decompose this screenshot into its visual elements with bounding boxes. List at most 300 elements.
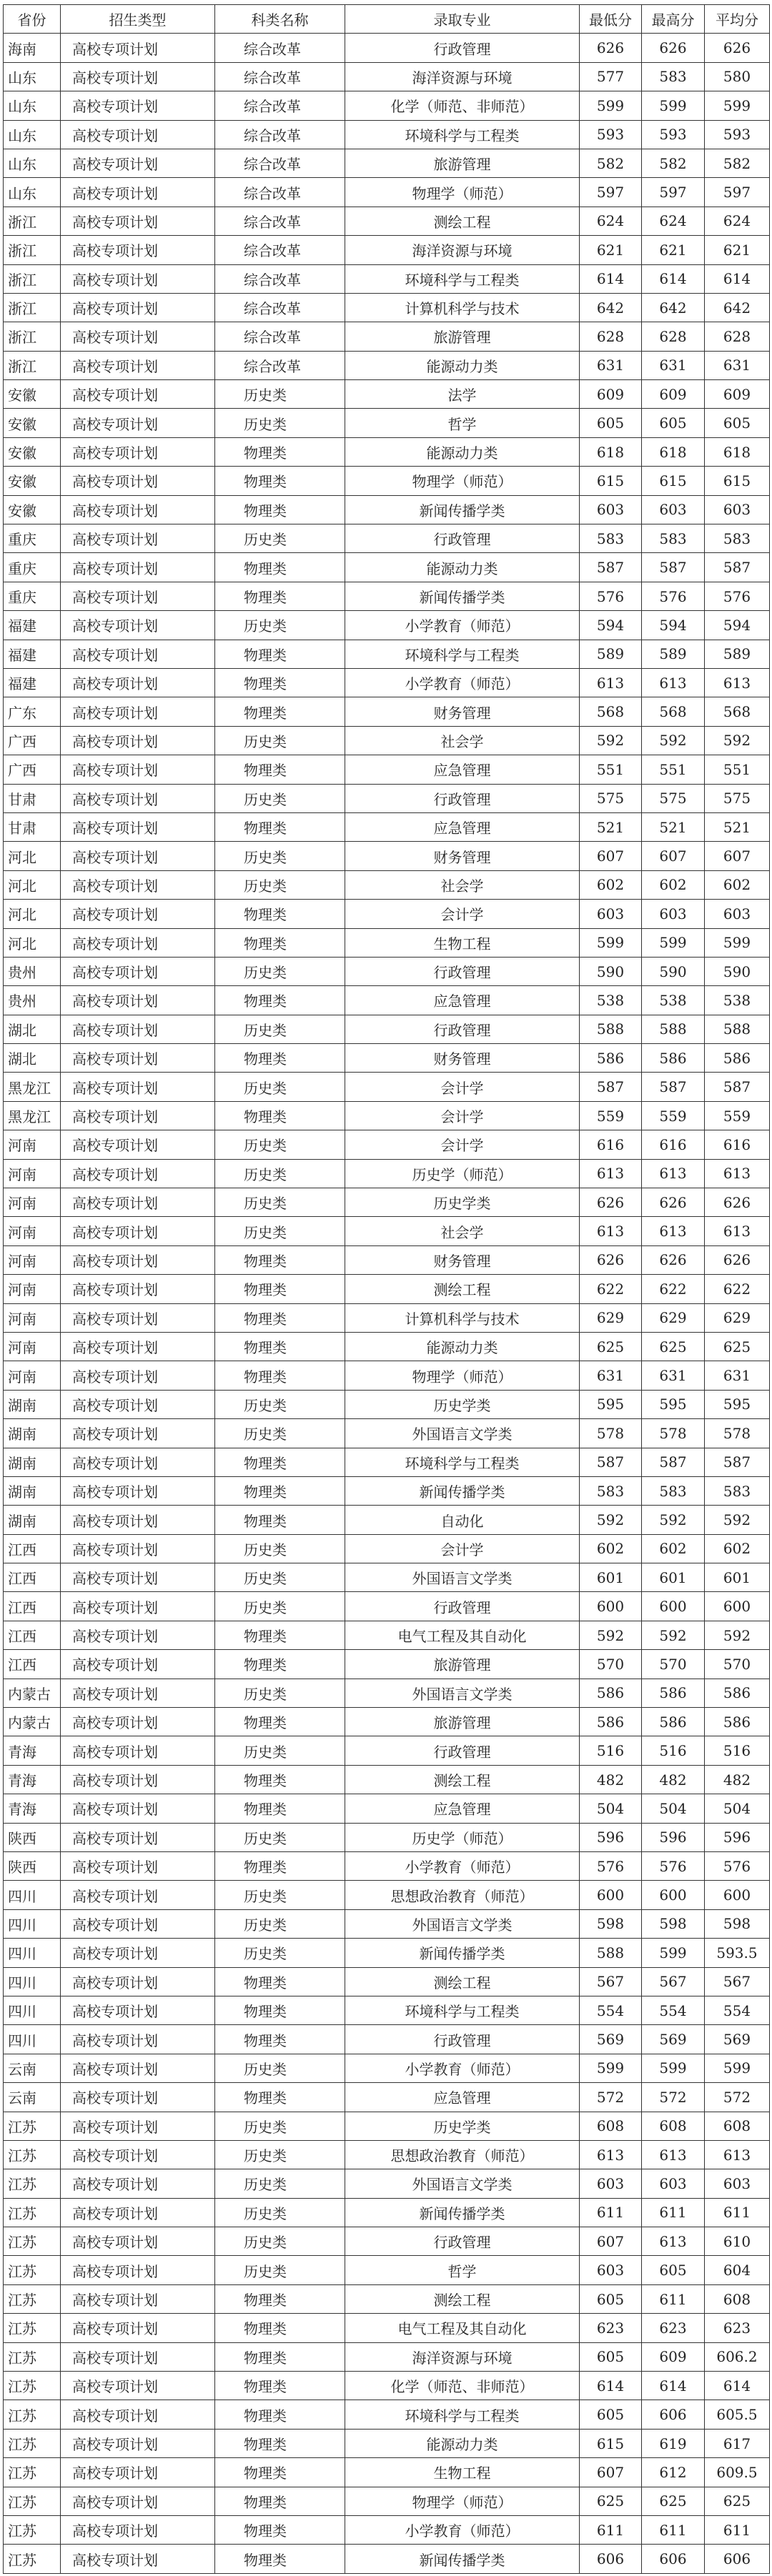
cell-major: 社会学 bbox=[345, 1217, 580, 1245]
cell-province: 四川 bbox=[4, 1881, 61, 1909]
cell-subject-category: 综合改革 bbox=[215, 34, 345, 62]
table-row bbox=[4, 1794, 770, 1823]
cell-subject-category: 物理类 bbox=[215, 2400, 345, 2429]
table-row bbox=[4, 1015, 770, 1043]
cell-subject-category: 综合改革 bbox=[215, 293, 345, 322]
cell-major: 测绘工程 bbox=[345, 1275, 580, 1303]
cell-avg-score: 618 bbox=[705, 437, 770, 466]
cell-avg-score: 596 bbox=[705, 1823, 770, 1851]
cell-avg-score: 593.5 bbox=[705, 1939, 770, 1967]
cell-min-score: 618 bbox=[580, 437, 642, 466]
cell-min-score: 521 bbox=[580, 812, 642, 841]
cell-max-score: 592 bbox=[642, 1621, 705, 1649]
cell-min-score: 572 bbox=[580, 2083, 642, 2112]
cell-major: 海洋资源与环境 bbox=[345, 62, 580, 91]
table-row bbox=[4, 755, 770, 784]
cell-province: 江西 bbox=[4, 1534, 61, 1563]
cell-province: 河南 bbox=[4, 1217, 61, 1245]
table-row bbox=[4, 149, 770, 177]
cell-max-score: 599 bbox=[642, 2054, 705, 2082]
cell-province: 浙江 bbox=[4, 207, 61, 235]
cell-avg-score: 631 bbox=[705, 1361, 770, 1390]
cell-subject-category: 综合改革 bbox=[215, 207, 345, 235]
table-row bbox=[4, 2314, 770, 2342]
table-row bbox=[4, 640, 770, 668]
cell-max-score: 600 bbox=[642, 1881, 705, 1909]
cell-max-score: 586 bbox=[642, 1044, 705, 1073]
table-row bbox=[4, 293, 770, 322]
cell-avg-score: 609.5 bbox=[705, 2458, 770, 2487]
cell-subject-category: 历史类 bbox=[215, 1217, 345, 1245]
cell-subject-category: 物理类 bbox=[215, 1650, 345, 1679]
cell-province: 江西 bbox=[4, 1592, 61, 1621]
cell-province: 湖南 bbox=[4, 1448, 61, 1476]
cell-min-score: 600 bbox=[580, 1592, 642, 1621]
cell-max-score: 590 bbox=[642, 957, 705, 985]
cell-max-score: 586 bbox=[642, 1708, 705, 1736]
cell-province: 浙江 bbox=[4, 264, 61, 293]
cell-admission-type: 高校专项计划 bbox=[61, 1765, 215, 1794]
cell-admission-type: 高校专项计划 bbox=[61, 668, 215, 697]
cell-subject-category: 物理类 bbox=[215, 553, 345, 582]
cell-province: 内蒙古 bbox=[4, 1708, 61, 1736]
table-row bbox=[4, 812, 770, 841]
cell-admission-type: 高校专项计划 bbox=[61, 2284, 215, 2313]
cell-max-score: 587 bbox=[642, 553, 705, 582]
table-header-row bbox=[4, 5, 770, 34]
cell-max-score: 611 bbox=[642, 2284, 705, 2313]
cell-major: 能源动力类 bbox=[345, 437, 580, 466]
cell-max-score: 606 bbox=[642, 2545, 705, 2573]
cell-min-score: 621 bbox=[580, 236, 642, 264]
cell-max-score: 614 bbox=[642, 264, 705, 293]
cell-min-score: 569 bbox=[580, 2025, 642, 2054]
cell-min-score: 592 bbox=[580, 1506, 642, 1534]
cell-province: 山东 bbox=[4, 149, 61, 177]
cell-min-score: 601 bbox=[580, 1563, 642, 1592]
table-row bbox=[4, 1245, 770, 1274]
cell-avg-score: 613 bbox=[705, 1217, 770, 1245]
cell-subject-category: 综合改革 bbox=[215, 236, 345, 264]
cell-max-score: 626 bbox=[642, 1188, 705, 1217]
cell-province: 江苏 bbox=[4, 2545, 61, 2573]
cell-admission-type: 高校专项计划 bbox=[61, 380, 215, 409]
table-row bbox=[4, 2545, 770, 2573]
cell-min-score: 603 bbox=[580, 495, 642, 524]
table-row bbox=[4, 2198, 770, 2227]
cell-avg-score: 597 bbox=[705, 178, 770, 207]
cell-max-score: 605 bbox=[642, 2256, 705, 2284]
table-row bbox=[4, 1592, 770, 1621]
cell-province: 浙江 bbox=[4, 322, 61, 351]
cell-subject-category: 历史类 bbox=[215, 524, 345, 553]
cell-major: 会计学 bbox=[345, 900, 580, 928]
cell-admission-type: 高校专项计划 bbox=[61, 1939, 215, 1967]
cell-admission-type: 高校专项计划 bbox=[61, 236, 215, 264]
cell-subject-category: 历史类 bbox=[215, 784, 345, 812]
cell-province: 山东 bbox=[4, 120, 61, 149]
cell-major: 小学教育（师范） bbox=[345, 668, 580, 697]
cell-major: 思想政治教育（师范） bbox=[345, 1881, 580, 1909]
cell-avg-score: 617 bbox=[705, 2429, 770, 2457]
cell-province: 河南 bbox=[4, 1130, 61, 1159]
cell-admission-type: 高校专项计划 bbox=[61, 1044, 215, 1073]
cell-major: 小学教育（师范） bbox=[345, 611, 580, 640]
cell-min-score: 586 bbox=[580, 1044, 642, 1073]
cell-min-score: 613 bbox=[580, 1159, 642, 1188]
cell-major: 物理学（师范） bbox=[345, 178, 580, 207]
cell-major: 历史学类 bbox=[345, 2112, 580, 2140]
cell-subject-category: 物理类 bbox=[215, 2372, 345, 2400]
cell-min-score: 482 bbox=[580, 1765, 642, 1794]
table-row bbox=[4, 264, 770, 293]
cell-max-score: 592 bbox=[642, 1506, 705, 1534]
cell-avg-score: 592 bbox=[705, 1621, 770, 1649]
cell-avg-score: 621 bbox=[705, 236, 770, 264]
cell-min-score: 578 bbox=[580, 1419, 642, 1448]
cell-max-score: 587 bbox=[642, 1073, 705, 1101]
cell-province: 江苏 bbox=[4, 2169, 61, 2198]
cell-province: 河北 bbox=[4, 928, 61, 957]
cell-province: 江苏 bbox=[4, 2284, 61, 2313]
cell-max-score: 613 bbox=[642, 1217, 705, 1245]
table-row bbox=[4, 1852, 770, 1881]
cell-max-score: 609 bbox=[642, 380, 705, 409]
cell-avg-score: 572 bbox=[705, 2083, 770, 2112]
cell-max-score: 603 bbox=[642, 495, 705, 524]
table-row bbox=[4, 1390, 770, 1418]
cell-max-score: 583 bbox=[642, 1476, 705, 1505]
cell-province: 江苏 bbox=[4, 2400, 61, 2429]
cell-min-score: 516 bbox=[580, 1736, 642, 1765]
cell-major: 外国语言文学类 bbox=[345, 1679, 580, 1707]
cell-min-score: 597 bbox=[580, 178, 642, 207]
cell-major: 哲学 bbox=[345, 2256, 580, 2284]
cell-avg-score: 603 bbox=[705, 900, 770, 928]
cell-max-score: 618 bbox=[642, 437, 705, 466]
cell-subject-category: 物理类 bbox=[215, 2458, 345, 2487]
cell-min-score: 623 bbox=[580, 2314, 642, 2342]
cell-province: 江西 bbox=[4, 1650, 61, 1679]
cell-max-score: 612 bbox=[642, 2458, 705, 2487]
cell-province: 湖南 bbox=[4, 1390, 61, 1418]
admission-score-table bbox=[3, 4, 770, 2574]
cell-admission-type: 高校专项计划 bbox=[61, 2054, 215, 2082]
cell-admission-type: 高校专项计划 bbox=[61, 1015, 215, 1043]
cell-admission-type: 高校专项计划 bbox=[61, 62, 215, 91]
cell-subject-category: 综合改革 bbox=[215, 91, 345, 120]
cell-major: 电气工程及其自动化 bbox=[345, 2314, 580, 2342]
cell-admission-type: 高校专项计划 bbox=[61, 149, 215, 177]
cell-avg-score: 583 bbox=[705, 524, 770, 553]
cell-min-score: 589 bbox=[580, 640, 642, 668]
cell-province: 湖北 bbox=[4, 1044, 61, 1073]
cell-major: 物理学（师范） bbox=[345, 2487, 580, 2515]
cell-subject-category: 物理类 bbox=[215, 1101, 345, 1130]
table-row bbox=[4, 437, 770, 466]
cell-major: 应急管理 bbox=[345, 2083, 580, 2112]
cell-province: 四川 bbox=[4, 2025, 61, 2054]
table-row bbox=[4, 1044, 770, 1073]
cell-avg-score: 504 bbox=[705, 1794, 770, 1823]
cell-min-score: 615 bbox=[580, 467, 642, 495]
cell-subject-category: 历史类 bbox=[215, 957, 345, 985]
cell-max-score: 608 bbox=[642, 2112, 705, 2140]
table-row bbox=[4, 697, 770, 726]
cell-major: 历史学类 bbox=[345, 1390, 580, 1418]
cell-min-score: 594 bbox=[580, 611, 642, 640]
cell-avg-score: 599 bbox=[705, 928, 770, 957]
cell-max-score: 599 bbox=[642, 928, 705, 957]
cell-major: 行政管理 bbox=[345, 2025, 580, 2054]
cell-avg-score: 599 bbox=[705, 91, 770, 120]
cell-subject-category: 物理类 bbox=[215, 640, 345, 668]
cell-subject-category: 历史类 bbox=[215, 842, 345, 870]
cell-max-score: 583 bbox=[642, 524, 705, 553]
table-row bbox=[4, 957, 770, 985]
cell-avg-score: 605 bbox=[705, 409, 770, 437]
table-row bbox=[4, 62, 770, 91]
cell-avg-score: 613 bbox=[705, 1159, 770, 1188]
cell-major: 历史学（师范） bbox=[345, 1159, 580, 1188]
cell-major: 社会学 bbox=[345, 726, 580, 755]
cell-subject-category: 历史类 bbox=[215, 1939, 345, 1967]
cell-avg-score: 615 bbox=[705, 467, 770, 495]
cell-min-score: 587 bbox=[580, 1448, 642, 1476]
cell-province: 安徽 bbox=[4, 380, 61, 409]
header-subject-category: 科类名称 bbox=[215, 5, 345, 34]
cell-subject-category: 物理类 bbox=[215, 2487, 345, 2515]
table-row bbox=[4, 1159, 770, 1188]
cell-province: 江苏 bbox=[4, 2372, 61, 2400]
cell-major: 法学 bbox=[345, 380, 580, 409]
cell-avg-score: 587 bbox=[705, 553, 770, 582]
cell-admission-type: 高校专项计划 bbox=[61, 1621, 215, 1649]
cell-avg-score: 606 bbox=[705, 2545, 770, 2573]
cell-province: 福建 bbox=[4, 611, 61, 640]
cell-major: 财务管理 bbox=[345, 1245, 580, 1274]
cell-admission-type: 高校专项计划 bbox=[61, 1159, 215, 1188]
cell-min-score: 607 bbox=[580, 2227, 642, 2256]
table-row bbox=[4, 2054, 770, 2082]
cell-province: 云南 bbox=[4, 2083, 61, 2112]
cell-subject-category: 历史类 bbox=[215, 1823, 345, 1851]
cell-min-score: 629 bbox=[580, 1303, 642, 1332]
cell-province: 安徽 bbox=[4, 437, 61, 466]
cell-max-score: 614 bbox=[642, 2372, 705, 2400]
cell-province: 安徽 bbox=[4, 467, 61, 495]
table-row bbox=[4, 1130, 770, 1159]
cell-max-score: 613 bbox=[642, 668, 705, 697]
cell-max-score: 576 bbox=[642, 582, 705, 610]
cell-subject-category: 历史类 bbox=[215, 1592, 345, 1621]
cell-subject-category: 综合改革 bbox=[215, 62, 345, 91]
cell-max-score: 622 bbox=[642, 1275, 705, 1303]
cell-major: 新闻传播学类 bbox=[345, 2545, 580, 2573]
cell-admission-type: 高校专项计划 bbox=[61, 351, 215, 379]
cell-admission-type: 高校专项计划 bbox=[61, 1881, 215, 1909]
cell-major: 会计学 bbox=[345, 1534, 580, 1563]
table-row bbox=[4, 1101, 770, 1130]
cell-admission-type: 高校专项计划 bbox=[61, 1967, 215, 1996]
cell-avg-score: 594 bbox=[705, 611, 770, 640]
cell-province: 江苏 bbox=[4, 2112, 61, 2140]
cell-min-score: 614 bbox=[580, 2372, 642, 2400]
cell-admission-type: 高校专项计划 bbox=[61, 1245, 215, 1274]
cell-major: 新闻传播学类 bbox=[345, 1939, 580, 1967]
cell-admission-type: 高校专项计划 bbox=[61, 611, 215, 640]
cell-max-score: 616 bbox=[642, 1130, 705, 1159]
cell-major: 财务管理 bbox=[345, 697, 580, 726]
cell-min-score: 576 bbox=[580, 582, 642, 610]
cell-avg-score: 588 bbox=[705, 1015, 770, 1043]
cell-admission-type: 高校专项计划 bbox=[61, 900, 215, 928]
cell-subject-category: 历史类 bbox=[215, 1736, 345, 1765]
cell-admission-type: 高校专项计划 bbox=[61, 2342, 215, 2371]
cell-province: 海南 bbox=[4, 34, 61, 62]
cell-min-score: 607 bbox=[580, 2458, 642, 2487]
cell-min-score: 605 bbox=[580, 2400, 642, 2429]
cell-max-score: 603 bbox=[642, 2169, 705, 2198]
cell-max-score: 589 bbox=[642, 640, 705, 668]
cell-subject-category: 历史类 bbox=[215, 380, 345, 409]
cell-min-score: 605 bbox=[580, 2342, 642, 2371]
cell-max-score: 551 bbox=[642, 755, 705, 784]
cell-max-score: 516 bbox=[642, 1736, 705, 1765]
cell-avg-score: 602 bbox=[705, 870, 770, 899]
cell-major: 小学教育（师范） bbox=[345, 2515, 580, 2544]
cell-province: 甘肃 bbox=[4, 812, 61, 841]
cell-avg-score: 613 bbox=[705, 668, 770, 697]
cell-major: 环境科学与工程类 bbox=[345, 640, 580, 668]
cell-major: 自动化 bbox=[345, 1506, 580, 1534]
cell-max-score: 615 bbox=[642, 467, 705, 495]
table-row bbox=[4, 1188, 770, 1217]
cell-max-score: 599 bbox=[642, 1939, 705, 1967]
cell-subject-category: 物理类 bbox=[215, 2284, 345, 2313]
cell-avg-score: 626 bbox=[705, 1188, 770, 1217]
cell-min-score: 599 bbox=[580, 91, 642, 120]
cell-admission-type: 高校专项计划 bbox=[61, 1217, 215, 1245]
table-row bbox=[4, 842, 770, 870]
cell-major: 会计学 bbox=[345, 1130, 580, 1159]
cell-min-score: 583 bbox=[580, 524, 642, 553]
cell-major: 新闻传播学类 bbox=[345, 2198, 580, 2227]
cell-province: 江苏 bbox=[4, 2140, 61, 2169]
cell-subject-category: 物理类 bbox=[215, 755, 345, 784]
cell-min-score: 605 bbox=[580, 2284, 642, 2313]
cell-subject-category: 历史类 bbox=[215, 1881, 345, 1909]
cell-admission-type: 高校专项计划 bbox=[61, 842, 215, 870]
cell-min-score: 577 bbox=[580, 62, 642, 91]
cell-avg-score: 600 bbox=[705, 1592, 770, 1621]
cell-subject-category: 物理类 bbox=[215, 900, 345, 928]
cell-subject-category: 物理类 bbox=[215, 1967, 345, 1996]
cell-subject-category: 物理类 bbox=[215, 986, 345, 1015]
cell-max-score: 601 bbox=[642, 1563, 705, 1592]
table-row bbox=[4, 1881, 770, 1909]
cell-province: 青海 bbox=[4, 1794, 61, 1823]
cell-avg-score: 602 bbox=[705, 1534, 770, 1563]
cell-province: 福建 bbox=[4, 668, 61, 697]
cell-admission-type: 高校专项计划 bbox=[61, 1823, 215, 1851]
cell-min-score: 575 bbox=[580, 784, 642, 812]
cell-province: 河南 bbox=[4, 1159, 61, 1188]
cell-max-score: 619 bbox=[642, 2429, 705, 2457]
cell-subject-category: 物理类 bbox=[215, 1621, 345, 1649]
cell-avg-score: 606.2 bbox=[705, 2342, 770, 2371]
table-row bbox=[4, 1939, 770, 1967]
cell-max-score: 625 bbox=[642, 2487, 705, 2515]
cell-min-score: 624 bbox=[580, 207, 642, 235]
cell-avg-score: 570 bbox=[705, 1650, 770, 1679]
cell-avg-score: 629 bbox=[705, 1303, 770, 1332]
cell-province: 安徽 bbox=[4, 495, 61, 524]
cell-max-score: 602 bbox=[642, 1534, 705, 1563]
cell-province: 湖南 bbox=[4, 1506, 61, 1534]
cell-avg-score: 626 bbox=[705, 1245, 770, 1274]
cell-max-score: 582 bbox=[642, 149, 705, 177]
cell-admission-type: 高校专项计划 bbox=[61, 1361, 215, 1390]
cell-min-score: 642 bbox=[580, 293, 642, 322]
cell-subject-category: 历史类 bbox=[215, 1188, 345, 1217]
cell-major: 行政管理 bbox=[345, 1015, 580, 1043]
cell-avg-score: 593 bbox=[705, 120, 770, 149]
cell-admission-type: 高校专项计划 bbox=[61, 1419, 215, 1448]
cell-admission-type: 高校专项计划 bbox=[61, 2112, 215, 2140]
cell-major: 外国语言文学类 bbox=[345, 1563, 580, 1592]
cell-subject-category: 综合改革 bbox=[215, 149, 345, 177]
cell-avg-score: 576 bbox=[705, 1852, 770, 1881]
cell-avg-score: 592 bbox=[705, 1506, 770, 1534]
cell-avg-score: 625 bbox=[705, 2487, 770, 2515]
cell-major: 化学（师范、非师范） bbox=[345, 2372, 580, 2400]
cell-max-score: 592 bbox=[642, 726, 705, 755]
cell-admission-type: 高校专项计划 bbox=[61, 697, 215, 726]
cell-admission-type: 高校专项计划 bbox=[61, 1650, 215, 1679]
cell-admission-type: 高校专项计划 bbox=[61, 2227, 215, 2256]
cell-major: 环境科学与工程类 bbox=[345, 2400, 580, 2429]
table-row bbox=[4, 207, 770, 235]
cell-avg-score: 608 bbox=[705, 2112, 770, 2140]
cell-avg-score: 578 bbox=[705, 1419, 770, 1448]
header-major: 录取专业 bbox=[345, 5, 580, 34]
table-row bbox=[4, 524, 770, 553]
cell-max-score: 631 bbox=[642, 351, 705, 379]
cell-major: 财务管理 bbox=[345, 1044, 580, 1073]
cell-major: 能源动力类 bbox=[345, 351, 580, 379]
cell-min-score: 587 bbox=[580, 553, 642, 582]
cell-major: 环境科学与工程类 bbox=[345, 264, 580, 293]
cell-major: 能源动力类 bbox=[345, 1332, 580, 1361]
cell-province: 河北 bbox=[4, 842, 61, 870]
cell-min-score: 611 bbox=[580, 2515, 642, 2544]
table-row bbox=[4, 1303, 770, 1332]
table-row bbox=[4, 582, 770, 610]
cell-min-score: 625 bbox=[580, 1332, 642, 1361]
cell-subject-category: 历史类 bbox=[215, 2198, 345, 2227]
cell-min-score: 603 bbox=[580, 2256, 642, 2284]
cell-admission-type: 高校专项计划 bbox=[61, 986, 215, 1015]
cell-admission-type: 高校专项计划 bbox=[61, 2545, 215, 2573]
cell-admission-type: 高校专项计划 bbox=[61, 2429, 215, 2457]
cell-major: 应急管理 bbox=[345, 986, 580, 1015]
cell-major: 外国语言文学类 bbox=[345, 1909, 580, 1938]
cell-avg-score: 587 bbox=[705, 1448, 770, 1476]
cell-province: 江苏 bbox=[4, 2487, 61, 2515]
cell-province: 陕西 bbox=[4, 1852, 61, 1881]
cell-province: 江苏 bbox=[4, 2342, 61, 2371]
